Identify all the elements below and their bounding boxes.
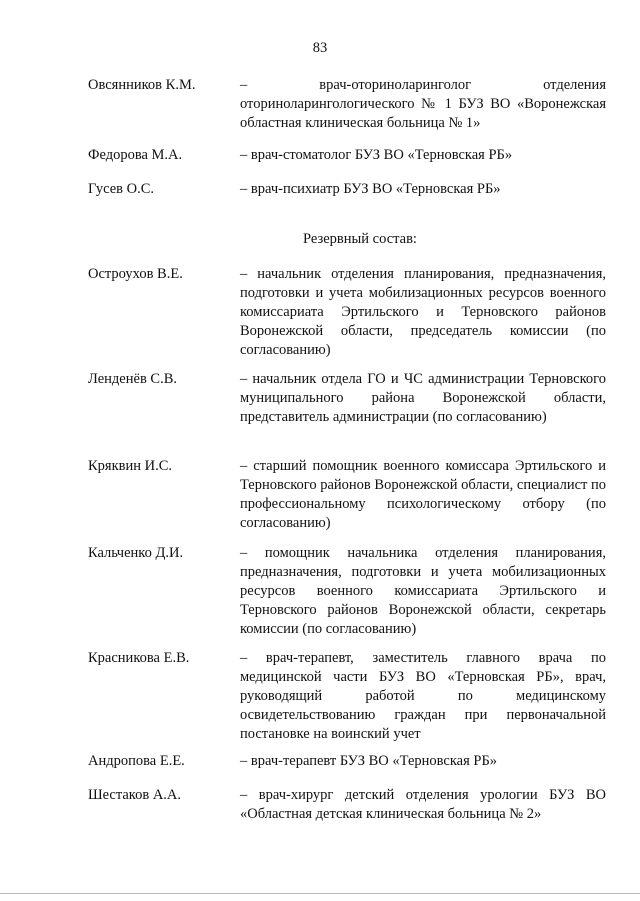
member-name: Андропова Е.Е. bbox=[88, 753, 185, 769]
reserve-heading: Резервный состав: bbox=[303, 231, 417, 247]
member-name: Остроухов В.Е. bbox=[88, 266, 183, 282]
member-name: Ленденёв С.В. bbox=[88, 371, 178, 387]
member-description: – врач-психиатр БУЗ ВО «Терновская РБ» bbox=[240, 181, 501, 197]
member-description: – старший помощник военного комиссара Эртильского и Терновского районов Воронежской области, специалист по профессиональному психологическому отбору (по согласованию) bbox=[240, 458, 606, 531]
member-description: – врач-терапевт БУЗ ВО «Терновская РБ» bbox=[240, 753, 498, 769]
member-name: Кальченко Д.И. bbox=[88, 545, 184, 561]
member-name: Федорова М.А. bbox=[88, 147, 183, 163]
member-name: Красникова Е.В. bbox=[88, 650, 190, 666]
member-description: – врач-терапевт, заместитель главного врача по медицинской части БУЗ ВО «Терновская РБ», врач, руководящий работой по медицинскому освидетельствованию граждан при первоначальной постановке на воинский учет bbox=[240, 650, 606, 742]
member-name: Овсянников К.М. bbox=[88, 77, 196, 93]
member-name: Кряквин И.С. bbox=[88, 458, 173, 474]
page-number: 83 bbox=[312, 40, 328, 56]
member-description: – начальник отдела ГО и ЧС администрации Терновского муниципального района Воронежской области, представитель администрации (по согласованию) bbox=[240, 371, 606, 425]
member-description: – помощник начальника отделения планирования, предназначения, подготовки и учета мобилизационных ресурсов военного комиссариата Эртильского и Терновского районов Воронежской области, секретарь комиссии (по согласованию) bbox=[240, 545, 606, 637]
member-name: Шестаков А.А. bbox=[88, 787, 182, 803]
member-description: – начальник отделения планирования, предназначения, подготовки и учета мобилизационных ресурсов военного комиссариата Эртильского и Терновского районов Воронежской области, председатель комиссии (по согласованию) bbox=[240, 266, 606, 358]
member-name: Гусев О.С. bbox=[88, 181, 154, 197]
member-description: – врач-оториноларинголог отделения оториноларингологического № 1 БУЗ ВО «Воронежская областная клиническая больница № 1» bbox=[240, 77, 606, 131]
page-bottom-edge bbox=[0, 893, 640, 894]
member-description: – врач-хирург детский отделения урологии БУЗ ВО «Областная детская клиническая больница № 2» bbox=[240, 787, 606, 822]
member-description: – врач-стоматолог БУЗ ВО «Терновская РБ» bbox=[240, 147, 513, 163]
